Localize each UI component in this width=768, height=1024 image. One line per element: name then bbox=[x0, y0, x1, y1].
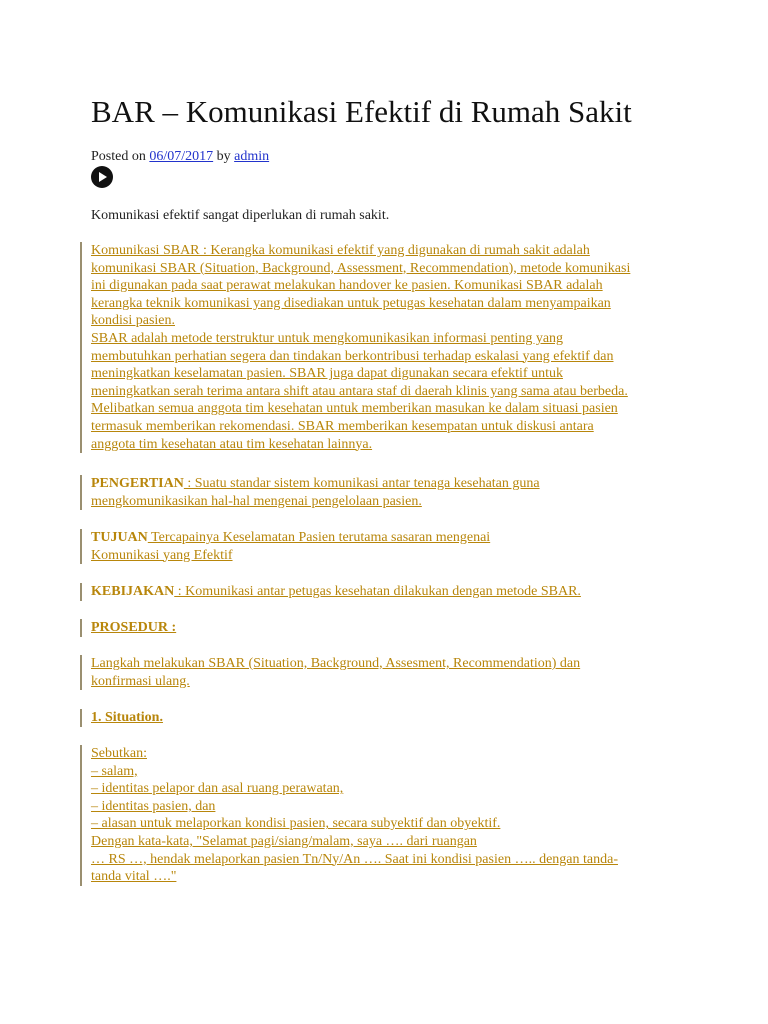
pengertian-label: PENGERTIAN bbox=[91, 476, 184, 491]
play-icon[interactable] bbox=[91, 166, 113, 188]
quote-line[interactable]: komunikasi SBAR (Situation, Background, Assessment, Recommendation), metode komunikasi bbox=[91, 260, 631, 276]
kebijakan-label: KEBIJAKAN bbox=[91, 584, 175, 599]
quote-line[interactable]: meningkatkan serah terima antara shift atau antara staf di daerah klinis yang sama atau berbeda. bbox=[91, 383, 628, 399]
quote-line[interactable]: Komunikasi SBAR : Kerangka komunikasi efektif yang digunakan di rumah sakit adalah bbox=[91, 243, 590, 258]
pengertian-text[interactable]: : Suatu standar sistem komunikasi antar tenaga kesehatan guna bbox=[183, 476, 540, 491]
sebutkan-line[interactable]: – identitas pasien, dan bbox=[91, 798, 216, 814]
quote-langkah bbox=[80, 655, 691, 690]
prosedur-label[interactable]: PROSEDUR : bbox=[91, 620, 177, 635]
tujuan-label: TUJUAN bbox=[91, 530, 148, 545]
by-label: by bbox=[216, 149, 231, 164]
quote-line[interactable]: meningkatkan keselamatan pasien. SBAR juga dapat digunakan secara efektif untuk bbox=[91, 366, 563, 382]
quote-line[interactable]: SBAR adalah metode terstruktur untuk mengkomunikasikan informasi penting yang bbox=[91, 330, 564, 346]
sebutkan-line[interactable]: – alasan untuk melaporkan kondisi pasien, secara subyektif dan obyektif. bbox=[91, 816, 501, 832]
langkah-text[interactable]: Langkah melakukan SBAR (Situation, Background, Assesment, Recommendation) dan bbox=[91, 656, 581, 671]
quote-line[interactable]: ini digunakan pada saat perawat melakukan handover ke pasien. Komunikasi SBAR adalah bbox=[91, 278, 603, 294]
quote-sebutkan bbox=[80, 745, 691, 886]
tujuan-text-2[interactable]: Komunikasi yang Efektif bbox=[91, 547, 233, 563]
intro-paragraph: Komunikasi efektif sangat diperlukan di rumah sakit. bbox=[91, 208, 390, 223]
quote-line[interactable]: anggota tim kesehatan atau tim kesehatan lainnya. bbox=[91, 436, 373, 452]
article-title: BAR – Komunikasi Efektif di Rumah Sakit bbox=[91, 94, 632, 129]
post-date-link[interactable]: 06/07/2017 bbox=[149, 149, 214, 164]
tujuan-text[interactable]: Tercapainya Keselamatan Pasien terutama sasaran mengenai bbox=[147, 530, 491, 545]
quote-tujuan bbox=[80, 529, 691, 564]
quote-line[interactable]: termasuk memberikan rekomendasi. SBAR memberikan kesempatan untuk diskusi antara bbox=[91, 418, 594, 434]
sebutkan-line[interactable]: – identitas pelapor dan asal ruang perawatan, bbox=[91, 781, 344, 797]
sebutkan-line[interactable]: Sebutkan: bbox=[91, 746, 147, 761]
quote-kebijakan bbox=[80, 583, 691, 601]
sebutkan-line[interactable]: Dengan kata-kata, "Selamat pagi/siang/malam, saya …. dari ruangan bbox=[91, 833, 477, 849]
author-link[interactable]: admin bbox=[234, 149, 270, 164]
pengertian-text-2[interactable]: mengkomunikasikan hal-hal mengenai pengelolaan pasien. bbox=[91, 493, 422, 509]
sebutkan-line[interactable]: tanda vital …." bbox=[91, 869, 177, 885]
sebutkan-line[interactable]: … RS …, hendak melaporkan pasien Tn/Ny/An …. Saat ini kondisi pasien ….. dengan tanda- bbox=[91, 851, 618, 867]
quote-line[interactable]: Melibatkan semua anggota tim kesehatan untuk memberikan masukan ke dalam situasi pasien bbox=[91, 401, 618, 417]
situation-label[interactable]: 1. Situation. bbox=[91, 710, 163, 725]
quote-prosedur bbox=[80, 619, 691, 637]
sebutkan-line[interactable]: – salam, bbox=[91, 763, 138, 779]
quote-line[interactable]: membutuhkan perhatian segera dan tindakan berkontribusi terhadap eskalasi yang efektif dan bbox=[91, 348, 614, 364]
quote-situation bbox=[80, 709, 691, 727]
posted-on-label: Posted on bbox=[91, 149, 146, 164]
post-meta bbox=[91, 148, 269, 166]
kebijakan-text[interactable]: : Komunikasi antar petugas kesehatan dilakukan dengan metode SBAR. bbox=[174, 584, 581, 599]
quote-sbar-definition bbox=[80, 242, 691, 453]
quote-line[interactable]: kerangka teknik komunikasi yang disediakan untuk petugas kesehatan dalam menyampaikan bbox=[91, 295, 611, 311]
quote-line[interactable]: kondisi pasien. bbox=[91, 313, 175, 329]
quote-pengertian bbox=[80, 475, 691, 510]
langkah-text-2[interactable]: konfirmasi ulang. bbox=[91, 673, 190, 689]
